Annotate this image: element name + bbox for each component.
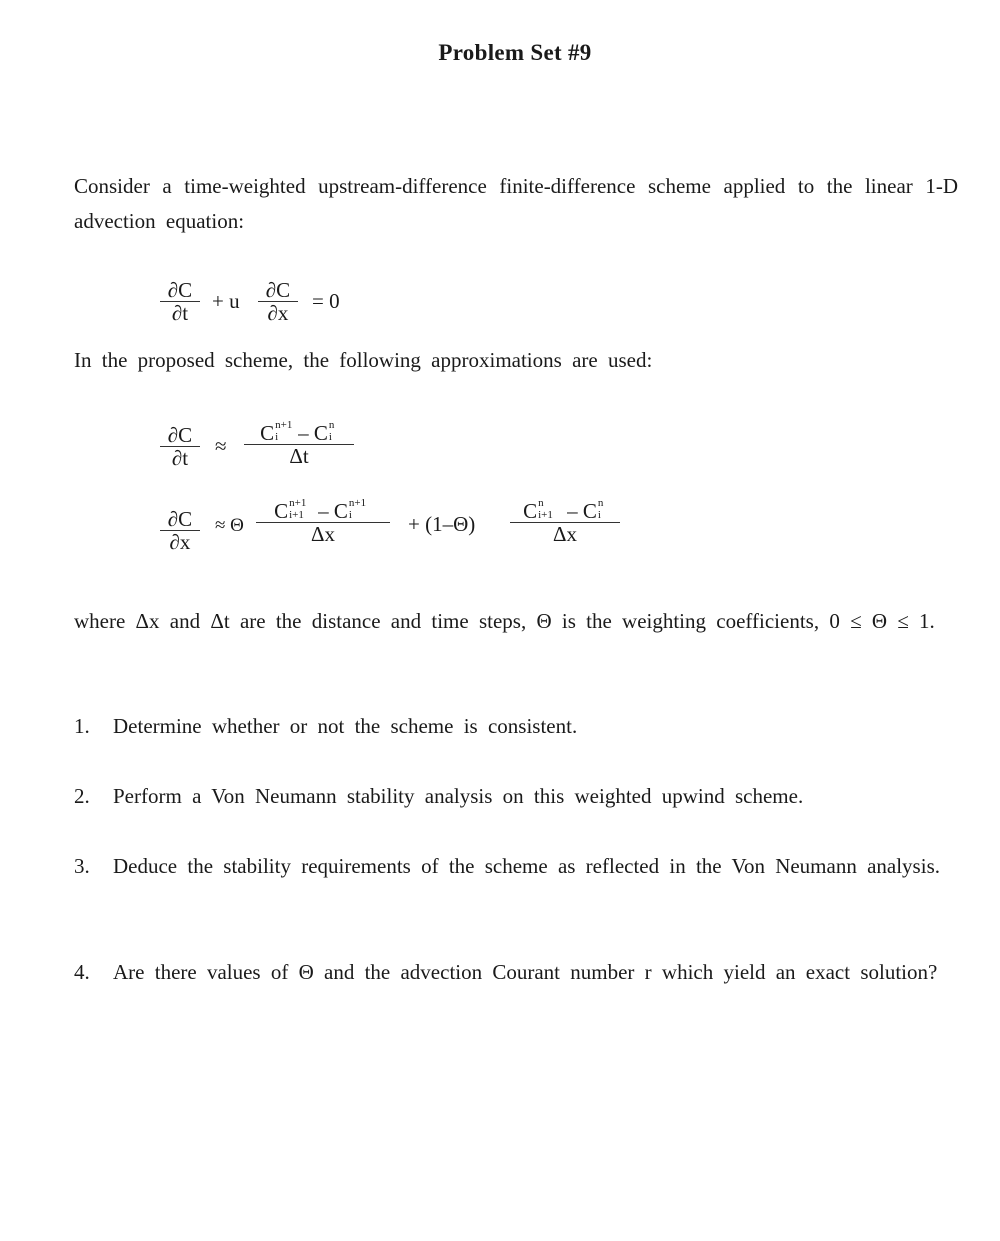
implicit-numerator: C n+1 i+1 – C n+1 i (274, 497, 367, 523)
one-minus-theta: + (1–Θ) (408, 512, 476, 536)
question-3 (74, 849, 958, 919)
delta-x: Δx (552, 522, 577, 546)
question-text: Determine whether or not the scheme is consistent. (113, 714, 578, 738)
question-text: Perform a Von Neumann stability analysis on this weighted upwind scheme. (113, 784, 804, 808)
intro-paragraph: Consider a time-weighted upstream-difference finite-difference scheme applied to the linear 1-D advection equation: (74, 174, 958, 233)
implicit-space-difference (256, 498, 390, 544)
question-number: 2. (74, 784, 90, 808)
question-2 (74, 779, 958, 814)
dC-dt-fraction (160, 280, 200, 323)
dt-denominator: ∂t (171, 446, 189, 470)
dC-numerator: ∂C (265, 278, 291, 302)
question-number: 3. (74, 854, 90, 878)
question-4 (74, 955, 958, 1025)
dC-numerator: ∂C (167, 507, 193, 531)
dC-numerator: ∂C (167, 278, 193, 302)
forward-time-difference (244, 420, 354, 466)
explicit-space-difference (510, 498, 620, 544)
question-number: 4. (74, 960, 90, 984)
question-text: Are there values of Θ and the advection Courant number r which yield an exact solution? (113, 960, 938, 984)
delta-t: Δt (289, 444, 309, 468)
approx-symbol: ≈ (215, 434, 227, 458)
time-difference-numerator: C n+1 i – C n i (260, 419, 335, 445)
dC-numerator: ∂C (167, 423, 193, 447)
equals-zero: = 0 (312, 289, 340, 313)
dt-denominator: ∂t (171, 301, 189, 325)
approx-theta: ≈ Θ (215, 515, 244, 536)
question-number: 1. (74, 714, 90, 738)
dC-dx-fraction (258, 280, 298, 323)
dx-denominator: ∂x (267, 301, 289, 325)
dC-dx-fraction (160, 509, 200, 552)
dC-dt-fraction (160, 425, 200, 468)
dx-denominator: ∂x (169, 530, 191, 554)
where-paragraph: where Δx and Δt are the distance and time steps, Θ is the weighting coefficients, 0 ≤ Θ ≤ 1. (74, 609, 935, 633)
page-title: Problem Set #9 (438, 40, 592, 65)
question-1 (74, 709, 958, 744)
approx-intro: In the proposed scheme, the following approximations are used: (74, 348, 653, 372)
delta-x: Δx (310, 522, 335, 546)
question-text: Deduce the stability requirements of the scheme as reflected in the Von Neumann analysis. (113, 854, 940, 878)
explicit-numerator: C n i+1 – C n i (523, 497, 604, 523)
plus-u: + u (212, 289, 240, 313)
